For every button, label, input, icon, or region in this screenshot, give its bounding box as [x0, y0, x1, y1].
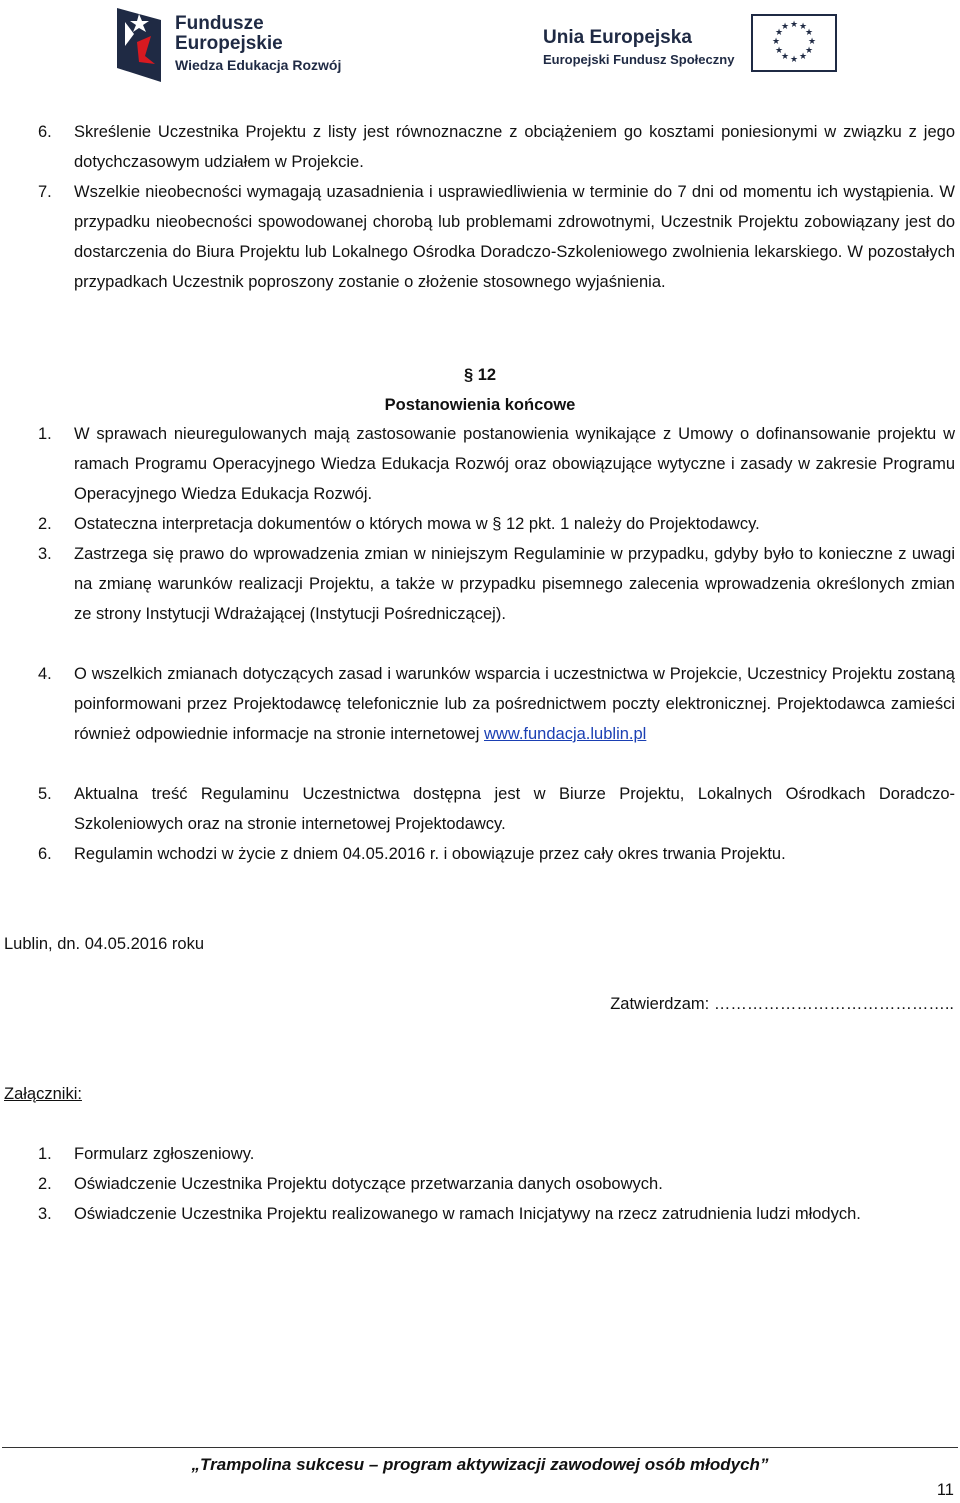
list-item [38, 419, 955, 509]
list-item-number: 1. [38, 425, 52, 443]
list-item-text: W sprawach nieuregulowanych mają zastosowanie postanowienia wynikające z Umowy o dofinansowanie projektu w ramach Programu Operacyjnego Wiedza Edukacja Rozwój oraz obowiązujące wytyczne i zasady w zakresie Programu Operacyjnego Wiedza Edukacja Rozwój. [74, 425, 955, 503]
list-item [38, 177, 955, 297]
list-item-text: Skreślenie Uczestnika Projektu z listy jest równoznaczne z obciążeniem go kosztami poniesionymi w związku z jego dotychczasowym udziałem w Projekcie. [74, 123, 955, 171]
list-item-text: Formularz zgłoszeniowy. [74, 1145, 255, 1163]
svg-text:★: ★ [804, 28, 814, 38]
svg-text:★: ★ [771, 37, 781, 47]
ue-logo-line2: Europejski Fundusz Społeczny [543, 52, 735, 67]
footer-divider [2, 1447, 958, 1448]
fe-logo-line3: Wiedza Edukacja Rozwój [175, 57, 342, 73]
list-item-text: Zastrzega się prawo do wprowadzenia zmian w niniejszym Regulaminie w przypadku, gdyby było to konieczne z uwagi na zmianę warunków realizacji Projektu, a także w przypadku pisemnego zalecenia wprowadzenia określonych zmian ze strony Instytucji Wdrażającej (Instytucji Pośredniczącej). [74, 545, 955, 623]
list-item-text-part: O wszelkich zmianach dotyczących zasad i warunków wsparcia i uczestnictwa w Projekcie, Uczestnicy Projektu zostaną poinformowani przez Projektodawcę telefonicznie lub za pośrednictwem poczty elektronicznej. Projektodawca zamieści również odpowiednie informacje na stronie internetowej [74, 665, 955, 743]
list-item [38, 509, 955, 539]
list-item-number: 5. [38, 785, 52, 803]
list-item [38, 659, 955, 749]
fe-star-mark-icon [115, 6, 163, 84]
list-item-number: 3. [38, 1205, 52, 1223]
list-item-text [74, 659, 955, 749]
place-date: Lublin, dn. 04.05.2016 roku [4, 935, 204, 953]
svg-text:★: ★ [789, 20, 799, 30]
attachment-item [38, 1139, 955, 1169]
list-item-text: Wszelkie nieobecności wymagają uzasadnienia i usprawiedliwienia w terminie do 7 dni od momentu ich wystąpienia. W przypadku nieobecności spowodowanej chorobą lub problemami zdrowotnymi, Uczestnik Projektu zobowiązany jest do dostarczenia do Biura Projektu lub Lokalnego Ośrodka Doradczo-Szkoleniowego zwolnienia lekarskiego. W pozostałych przypadkach Uczestnik poproszony zostanie o złożenie stosownego wyjaśnienia. [74, 183, 955, 291]
footer-project-title: „Trampolina sukcesu – program aktywizacji zawodowej osób młodych” [191, 1455, 769, 1474]
unia-europejska-logo [543, 14, 843, 86]
svg-text:★: ★ [798, 52, 808, 62]
list-item [38, 117, 955, 177]
approval-signature-line: Zatwierdzam: …………………………………….. [610, 995, 954, 1013]
fe-logo-line1: Fundusze [175, 13, 264, 34]
list-item-text: Oświadczenie Uczestnika Projektu dotyczące przetwarzania danych osobowych. [74, 1175, 663, 1193]
eu-flag-icon [751, 14, 837, 72]
list-item-number: 4. [38, 665, 52, 683]
list-item-text: Aktualna treść Regulaminu Uczestnictwa dostępna jest w Biurze Projektu, Lokalnych Ośrodkach Doradczo-Szkoleniowych oraz na stronie internetowej Projektodawcy. [74, 785, 955, 833]
list-item [38, 779, 955, 839]
list-item-number: 3. [38, 545, 52, 563]
fe-logo-line2: Europejskie [175, 33, 283, 54]
svg-text:★: ★ [798, 22, 808, 32]
section-number: § 12 [463, 366, 497, 384]
attachments-heading: Załączniki: [4, 1085, 82, 1103]
website-link[interactable]: www.fundacja.lublin.pl [484, 725, 647, 743]
list-item-text: Ostateczna interpretacja dokumentów o których mowa w § 12 pkt. 1 należy do Projektodawcy. [74, 515, 760, 533]
fundusze-europejskie-logo [115, 4, 355, 86]
page-number: 11 [936, 1481, 954, 1499]
attachment-item [38, 1199, 955, 1229]
list-item-number: 6. [38, 845, 52, 863]
list-item [38, 539, 955, 629]
svg-text:★: ★ [804, 46, 814, 56]
svg-text:★: ★ [780, 22, 790, 32]
list-item-number: 2. [38, 515, 52, 533]
section-title: Postanowienia końcowe [384, 396, 576, 414]
ue-logo-line1: Unia Europejska [543, 27, 692, 48]
svg-text:★: ★ [789, 55, 799, 65]
list-item [38, 839, 955, 869]
attachment-item [38, 1169, 955, 1199]
list-item-number: 7. [38, 183, 52, 201]
svg-text:★: ★ [780, 52, 790, 62]
list-item-number: 1. [38, 1145, 52, 1163]
list-item-text: Oświadczenie Uczestnika Projektu realizowanego w ramach Inicjatywy na rzecz zatrudnienia ludzi młodych. [74, 1205, 861, 1223]
list-item-number: 6. [38, 123, 52, 141]
svg-text:★: ★ [774, 28, 784, 38]
list-item-text: Regulamin wchodzi w życie z dniem 04.05.2016 r. i obowiązuje przez cały okres trwania Projektu. [74, 845, 786, 863]
svg-text:★: ★ [774, 46, 784, 56]
list-item-number: 2. [38, 1175, 52, 1193]
svg-text:★: ★ [807, 37, 817, 47]
